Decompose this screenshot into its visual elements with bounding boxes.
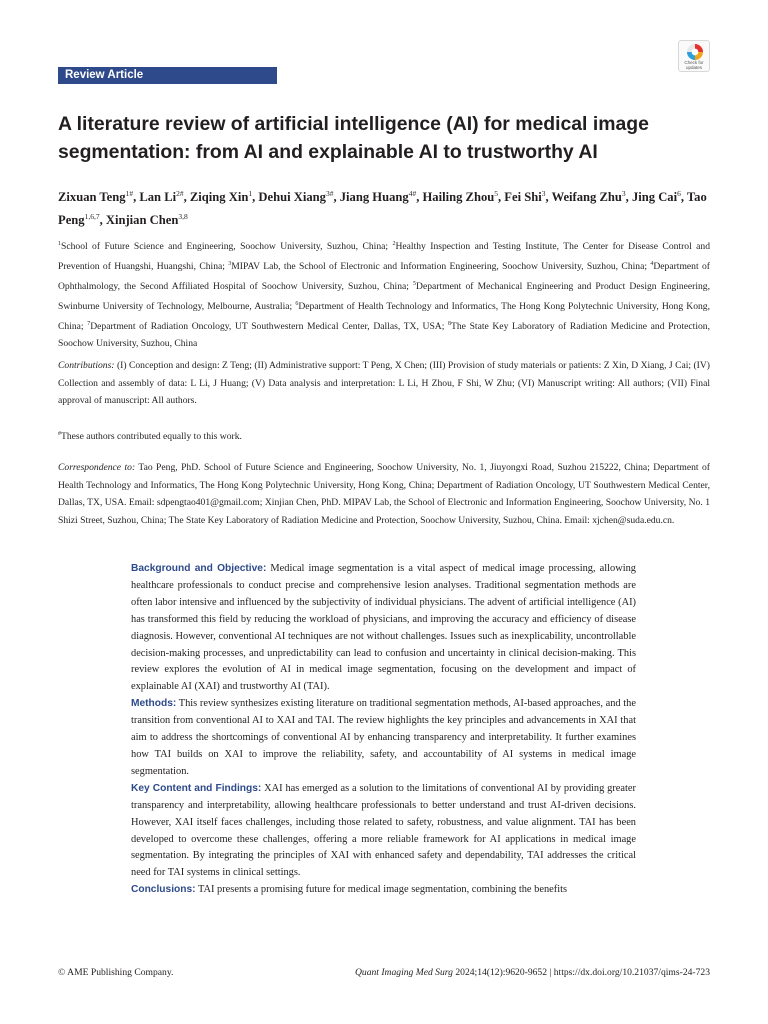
affiliation-number: 8	[448, 320, 452, 327]
affiliation-number: 6	[295, 300, 299, 307]
abstract-conclusions	[131, 882, 636, 899]
author-name: Hailing Zhou	[422, 190, 495, 205]
correspondence-text: Tao Peng, PhD. School of Future Science and Engineering, Soochow University, No. 1, Jiuyongxi Road, Suzhou 215222, China; Department of Health Technology and Informatics, The Hong Kong Polytechnic University, Hong Kong, China; Department of Radiation Oncology, UT Southwestern Medical Center, Dallas, TX, USA. Email: sdpengtao401@gmail.com; Xinjian Chen, PhD. MIPAV Lab, the School of Electronic and Information Engineering, Soochow University, No. 1 Shizi Street, Suzhou, China; The State Key Laboratory of Radiation Medicine and Protection, Soochow University, Suzhou, China. Email: xjchen@suda.edu.cn.	[58, 462, 710, 527]
affiliation-text: Healthy Inspection and Testing Institute, The Center for Disease Control and Prevention of Huangshi, Huangshi, China;	[58, 241, 710, 273]
author-name: Dehui Xiang	[258, 190, 326, 205]
affiliation-text: The State Key Laboratory of Radiation Medicine and Protection, Soochow University, Suzhou, China	[58, 320, 710, 350]
footer-citation-text: 2024;14(12):9620-9652 | https://dx.doi.org/10.21037/qims-24-723	[452, 967, 710, 978]
author-name: Jiang Huang	[339, 190, 409, 205]
affiliation-text: Department of Health Technology and Informatics, The Hong Kong Polytechnic University, Hong Kong, China;	[58, 300, 710, 332]
author-name: Xinjian Chen	[105, 213, 179, 228]
author-affiliation-mark: 3	[541, 189, 546, 198]
author-affiliation-mark: 1#	[125, 189, 134, 198]
affiliation-number: 2	[392, 241, 396, 247]
article-title: A literature review of artificial intelligence (AI) for medical image segmentation: from AI and explainable AI to trustworthy AI	[58, 113, 649, 163]
affiliation-number: 4	[650, 260, 654, 267]
author-affiliation-mark: 3#	[325, 189, 334, 198]
author-affiliation-mark: 1,6,7	[84, 212, 100, 222]
footer-publisher: © AME Publishing Company.	[58, 967, 174, 978]
author-name: Lan Li	[139, 190, 177, 205]
affiliation-text: Department of Radiation Oncology, UT Southwestern Medical Center, Dallas, TX, USA;	[90, 320, 449, 332]
author-affiliation-mark: 5	[494, 189, 498, 198]
abstract-background-heading: Background and Objective:	[131, 563, 267, 574]
contributions	[58, 357, 710, 410]
affiliations	[58, 236, 710, 353]
abstract-background-text: Medical image segmentation is a vital aspect of medical image processing, allowing healthcare professionals to conduct precise and comprehensive lesion analyses. Traditional segmentation methods are often labor intensive and influenced by the subjectivity of individual physicians. The advent of artificial intelligence (AI) has transformed this field by reducing the workload of physicians, and improving the accuracy and efficiency of disease diagnosis. However, conventional AI techniques are not without challenges. Issues such as inexplicability, uncontrollable decision-making processes, and unpredictability can lead to confusion and uncertainty in clinical decision-making. This review explores the evolution of AI in medical image segmentation, focusing on the development and impact of explainable AI (XAI) and trustworthy AI (TAI).	[131, 563, 636, 693]
equal-contribution-text: These authors contributed equally to this work.	[61, 431, 242, 443]
abstract-key-content	[131, 781, 636, 882]
equal-contribution-mark: #	[58, 431, 61, 437]
affiliation-text: MIPAV Lab, the School of Electronic and Information Engineering, Soochow University, Suzhou, China;	[231, 261, 651, 273]
affiliation-text: School of Future Science and Engineering, Soochow University, Suzhou, China;	[61, 241, 393, 253]
equal-contribution-note	[58, 426, 710, 446]
abstract-conclusions-text: TAI presents a promising future for medical image segmentation, combining the benefits	[195, 884, 568, 896]
footer-citation	[310, 966, 710, 980]
author-name: Weifang Zhu	[551, 190, 622, 205]
author-name: Jing Cai	[631, 190, 678, 205]
author-affiliation-mark: 1	[248, 189, 253, 198]
contributions-label: Contributions:	[58, 360, 115, 371]
affiliation-number: 7	[87, 320, 91, 327]
affiliation-text: Department of Mechanical Engineering and Product Design Engineering, Swinburne University of Technology, Melbourne, Australia;	[58, 280, 710, 312]
abstract-conclusions-heading: Conclusions:	[131, 884, 196, 896]
correspondence-label: Correspondence to:	[58, 462, 136, 473]
abstract-background	[131, 561, 636, 696]
check-for-updates-button[interactable]	[678, 40, 710, 72]
abstract-key-content-heading: Key Content and Findings:	[131, 782, 262, 794]
affiliation-text: Department of Ophthalmology, the Second Affiliated Hospital of Soochow University, Suzhou, China;	[58, 261, 710, 292]
affiliation-number: 1	[58, 241, 61, 247]
author-affiliation-mark: 2#	[176, 189, 184, 198]
author-affiliation-mark: 6	[677, 189, 681, 198]
author-affiliation-mark: 4#	[408, 189, 417, 198]
correspondence	[58, 459, 710, 530]
check-for-updates-label: Check for updates	[684, 60, 704, 70]
author-name: Ziqing Xin	[189, 190, 249, 205]
author-affiliation-mark: 3,8	[178, 212, 188, 222]
author-affiliation-mark: 3	[621, 189, 626, 198]
abstract-key-content-text: XAI has emerged as a solution to the limitations of conventional AI by providing greater transparency and interpretability, allowing healthcare professionals to better understand and trust AI-driven decisions. However, XAI itself faces challenges, including those related to safety, robustness, and value alignment. TAI has been developed to overcome these challenges, offering a more reliable framework for AI applications in medical image segmentation. By integrating the principles of XAI with enhanced safety and dependability, TAI addresses the critical need for TAI systems in clinical settings.	[131, 782, 636, 879]
contributions-text: (I) Conception and design: Z Teng; (II) Administrative support: T Peng, X Chen; (III) Provision of study materials or patients: Z Xin, D Xiang, J Cai; (IV) Collection and assembly of data: L Li, J Huang; (V) Data analysis and interpretation: L Li, H Zhou, F Shi, W Zhu; (VI) Manuscript writing: All authors; (VII) Final approval of manuscript: All authors.	[58, 360, 710, 407]
author-name: Fei Shi	[504, 190, 542, 205]
check-for-updates-icon	[685, 43, 705, 61]
author-list: Zixuan Teng$^{1\#}$, Lan $Li^{2\#}$, Ziqing Xin$^1$, Dehui Xiang$^{3\#}$, Jiang Huang$^{4\#}$, Hailing Zhou$^5$, Fei Shi$^3$, Weifang Zhu$^3$, Jing Cai$^6$, Tao Peng$^{1,6,7}$, Xinjian Chen$^{3,8}$	[58, 189, 707, 228]
author-name: Zixuan Teng	[58, 190, 126, 205]
author-name: Tao Peng	[58, 190, 707, 228]
abstract-methods-heading: Methods:	[131, 698, 177, 710]
abstract-methods	[131, 696, 636, 781]
abstract-methods-text: This review synthesizes existing literature on traditional segmentation methods, AI-based approaches, and the transition from conventional AI to XAI and TAI. The review highlights the key principles and advancements in XAI that aim to address the shortcomings of conventional AI by enhancing transparency and interpretability. It further examines how TAI builds on XAI to improve the reliability, safety, and accountability of AI systems in medical image segmentation.	[131, 698, 636, 777]
article-type-badge: Review Article	[58, 67, 277, 84]
footer-journal: Quant Imaging Med Surg	[354, 967, 453, 978]
affiliation-number: 3	[228, 260, 232, 267]
affiliation-number: 5	[413, 280, 417, 287]
abstract	[131, 561, 636, 899]
